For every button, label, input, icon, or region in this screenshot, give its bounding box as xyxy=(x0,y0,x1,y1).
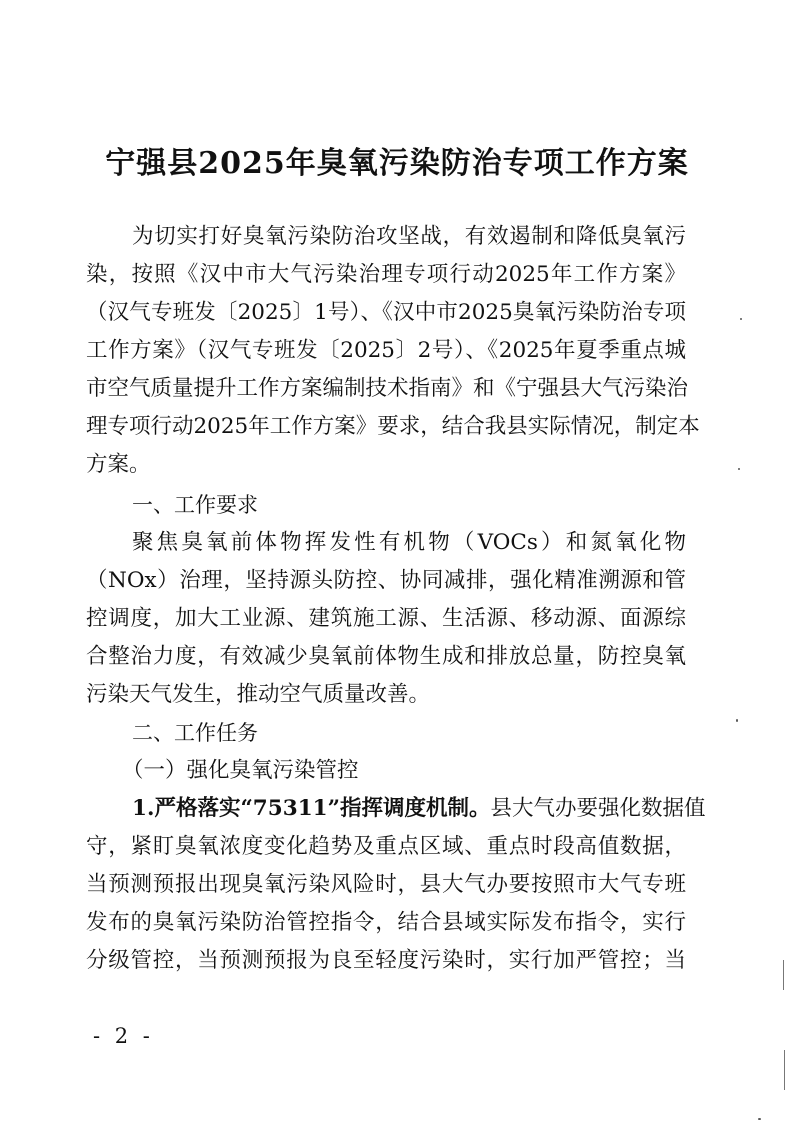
scan-speck xyxy=(758,1118,761,1120)
section-heading-tasks: 二、工作任务 xyxy=(132,721,258,745)
section1-line-2: （NOx）治理，坚持源头防控、协同减排，强化精准溯源和管 xyxy=(86,568,686,593)
intro-line-2: 染，按照《汉中市大气污染治理专项行动2025年工作方案》 xyxy=(86,262,686,287)
intro-line-1: 为切实打好臭氧污染防治攻坚战，有效遏制和降低臭氧污 xyxy=(132,224,686,249)
intro-line-3: （汉气专班发〔2025〕1号）、《汉中市2025臭氧污染防治专项 xyxy=(86,300,686,325)
subsection-heading-ozone-control: （一）强化臭氧污染管控 xyxy=(122,758,359,783)
item1-line-4: 发布的臭氧污染防治管控指令，结合县域实际发布指令，实行 xyxy=(86,910,686,935)
item1-line-5: 分级管控，当预测预报为良至轻度污染时，实行加严管控；当 xyxy=(86,948,686,973)
section1-line-3: 控调度，加大工业源、建筑施工源、生活源、移动源、面源综 xyxy=(86,606,686,631)
intro-line-5: 市空气质量提升工作方案编制技术指南》和《宁强县大气污染治 xyxy=(86,376,689,401)
intro-line-4: 工作方案》（汉气专班发〔2025〕2号）、《2025年夏季重点城 xyxy=(86,338,686,363)
section1-line-5: 污染天气发生，推动空气质量改善。 xyxy=(86,682,431,707)
section1-line-1: 聚焦臭氧前体物挥发性有机物（VOCs）和氮氧化物 xyxy=(132,530,686,555)
section-heading-requirements: 一、工作要求 xyxy=(132,493,258,517)
section1-line-4: 合整治力度，有效减少臭氧前体物生成和排放总量，防控臭氧 xyxy=(86,644,686,669)
intro-line-6: 理专项行动2025年工作方案》要求，结合我县实际情况，制定本 xyxy=(86,414,700,439)
item1-first-line xyxy=(132,794,706,824)
item1-line-3: 当预测预报出现臭氧污染风险时，县大气办要按照市大气专班 xyxy=(86,872,686,897)
scan-speck xyxy=(736,719,738,722)
page-number: - 2 - xyxy=(93,1024,154,1048)
intro-line-7: 方案。 xyxy=(86,452,151,477)
document-title: 宁强县2025年臭氧污染防治专项工作方案 xyxy=(105,146,689,181)
scan-speck xyxy=(738,468,740,470)
item1-line-2: 守，紧盯臭氧浓度变化趋势及重点区域、重点时段高值数据， xyxy=(86,834,686,859)
scan-speck xyxy=(740,318,742,320)
scan-edge-mark xyxy=(783,960,784,990)
item1-lead-text: 1.严格落实“75311”指挥调度机制。 xyxy=(132,796,491,821)
scan-edge-mark xyxy=(784,1050,785,1090)
item1-first-rest: 县大气办要强化数据值 xyxy=(490,796,706,821)
